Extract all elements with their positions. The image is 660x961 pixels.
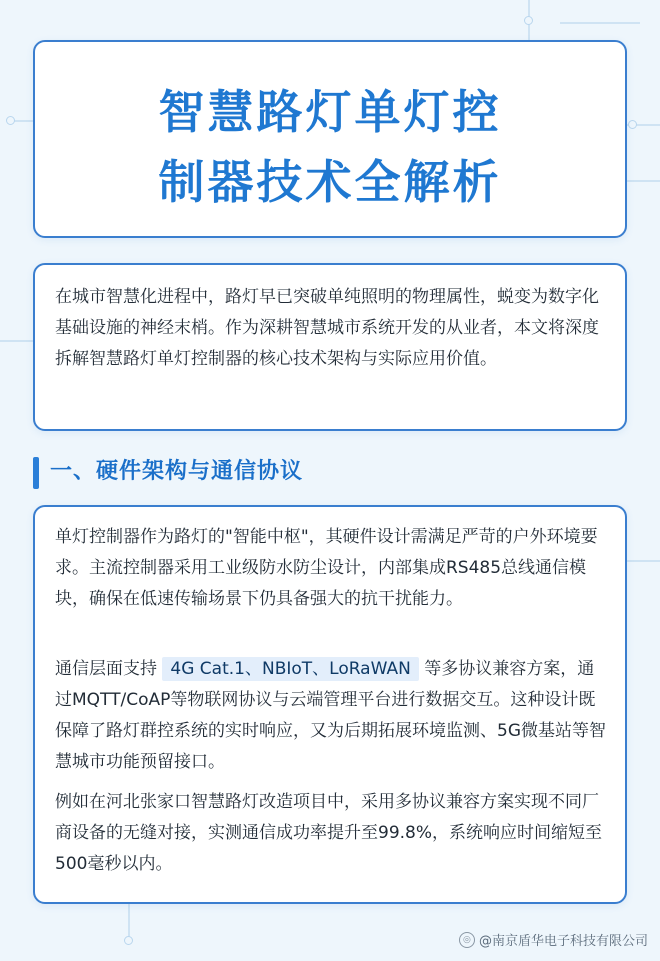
paragraph-protocols-lead: 通信层面支持	[55, 659, 163, 679]
decor-line	[627, 180, 660, 182]
decor-line	[0, 340, 33, 342]
paragraph-protocols-rest: 等多协议兼容方案，通过MQTT/CoAP等物联网协议与云端管理平台进行数据交互。这种设计既保障了路灯群控系统的实时响应，又为后期拓展环境监测、5G微基站等智慧城市功能预留接口。	[55, 659, 606, 772]
decor-dot	[124, 936, 133, 945]
intro-card	[33, 263, 627, 431]
decor-line	[627, 560, 660, 562]
page-title-line-2: 制器技术全解析	[158, 155, 502, 209]
platform-logo-icon: ◎	[459, 932, 475, 948]
decor-line	[560, 22, 640, 24]
protocol-highlight: 4G Cat.1、NBIoT、LoRaWAN	[162, 657, 418, 681]
paragraph-case-study: 例如在河北张家口智慧路灯改造项目中，采用多协议兼容方案实现不同厂商设备的无缝对接，实测通信成功率提升至99.8%，系统响应时间缩短至500毫秒以内。	[55, 792, 603, 874]
section-marker	[33, 457, 39, 489]
watermark	[459, 930, 648, 949]
decor-line	[12, 120, 34, 122]
section-heading: 一、硬件架构与通信协议	[50, 459, 304, 484]
paragraph-protocols	[55, 654, 611, 778]
title-card	[33, 40, 627, 238]
section-body-card	[33, 505, 627, 904]
paragraph-hardware: 单灯控制器作为路灯的"智能中枢"，其硬件设计需满足严苛的户外环境要求。主流控制器采用工业级防水防尘设计，内部集成RS485总线通信模块，确保在低速传输场景下仍具备强大的抗干扰能力。	[55, 527, 598, 609]
decor-dot	[6, 116, 15, 125]
decor-dot	[628, 120, 637, 129]
intro-paragraph: 在城市智慧化进程中，路灯早已突破单纯照明的物理属性，蜕变为数字化基础设施的神经末梢。作为深耕智慧城市系统开发的从业者，本文将深度拆解智慧路灯单灯控制器的核心技术架构与实际应用价值。	[55, 287, 599, 369]
page-title-line-1: 智慧路灯单灯控	[158, 85, 502, 139]
watermark-text: @南京盾华电子科技有限公司	[478, 934, 648, 949]
decor-dot	[524, 16, 533, 25]
